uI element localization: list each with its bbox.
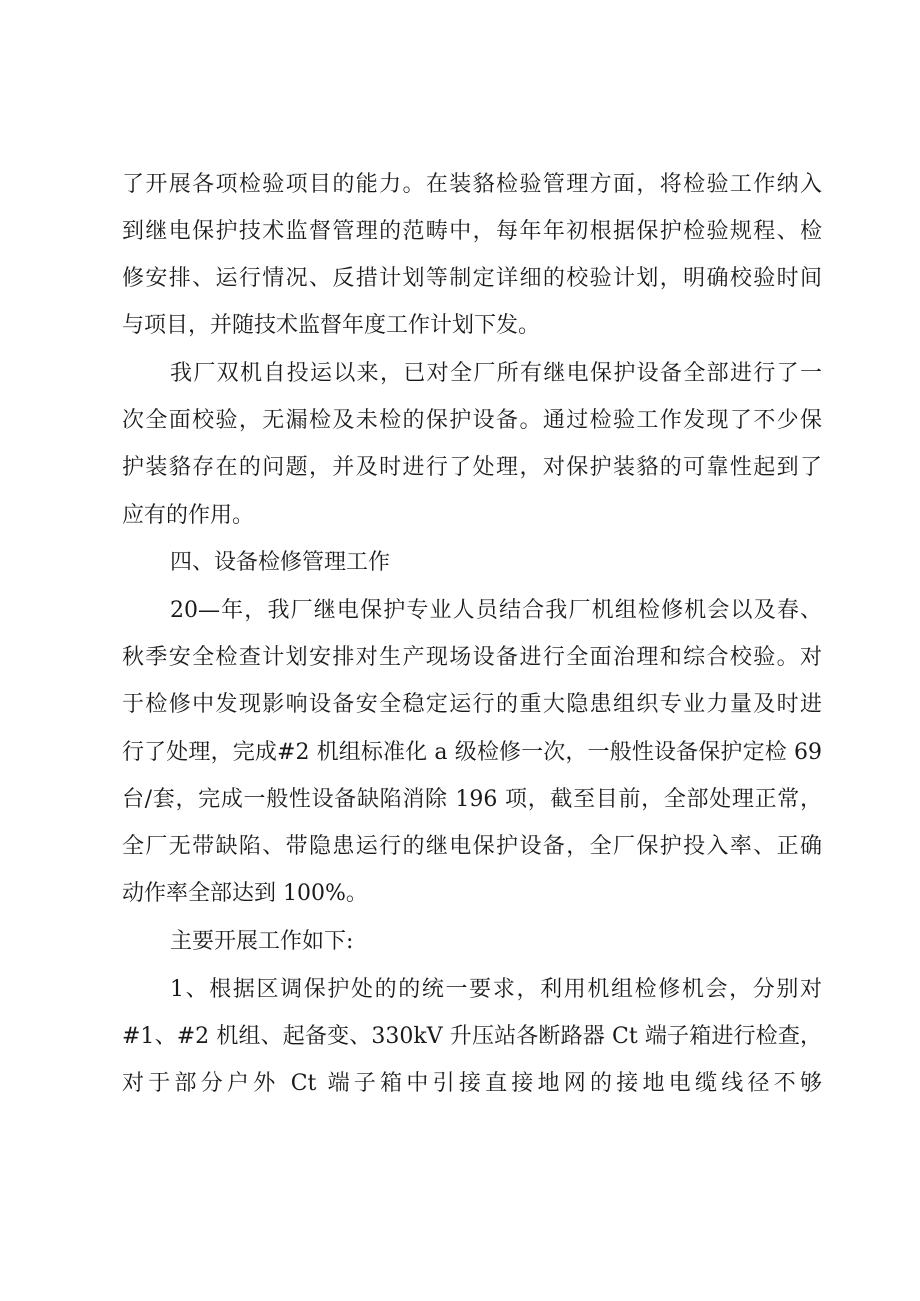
text-line: 行了处理，完成#2 机组标准化 a 级检修一次，一般性设备保护定检 69 [122, 740, 822, 765]
text-line: 对于部分户外 Ct 端子箱中引接直接地网的接地电缆线径不够 [122, 1071, 822, 1096]
text-line: 到继电保护技术监督管理的范畴中，每年年初根据保护检验规程、检 [122, 219, 822, 244]
text-line: 与项目，并随技术监督年度工作计划下发。 [122, 313, 541, 338]
text-line: 主要开展工作如下: [170, 929, 354, 954]
text-line: 20—年，我厂继电保护专业人员结合我厂机组检修机会以及春、 [170, 598, 822, 623]
text-line: 应有的作用。 [122, 503, 255, 528]
text-line: 动作率全部达到 100%。 [122, 881, 368, 906]
text-line: 了开展各项检验项目的能力。在装貉检验管理方面，将检验工作纳入 [122, 172, 822, 197]
text-line: 于检修中发现影响设备安全稳定运行的重大隐患组织专业力量及时进 [122, 692, 822, 717]
text-line: 1、根据区调保护处的的统一要求，利用机组检修机会，分别对 [170, 977, 822, 1002]
text-line: 修安排、运行情况、反措计划等制定详细的校验计划，明确校验时间 [122, 266, 822, 291]
text-line: 秋季安全检查计划安排对生产现场设备进行全面治理和综合校验。对 [122, 645, 822, 670]
text-line: 护装貉存在的问题，并及时进行了处理，对保护装貉的可靠性起到了 [122, 455, 822, 480]
text-line: #1、#2 机组、起备变、330kV 升压站各断路器 Ct 端子箱进行检查， [122, 1024, 822, 1049]
text-line: 台/套，完成一般性设备缺陷消除 196 项，截至目前，全部处理正常， [122, 787, 822, 812]
text-line: 次全面校验，无漏检及未检的保护设备。通过检验工作发现了不少保 [122, 408, 822, 433]
section-heading: 四、设备检修管理工作 [170, 550, 391, 575]
text-line: 全厂无带缺陷、带隐患运行的继电保护设备，全厂保护投入率、正确 [122, 834, 822, 859]
text-line: 我厂双机自投运以来，已对全厂所有继电保护设备全部进行了一 [170, 361, 822, 386]
